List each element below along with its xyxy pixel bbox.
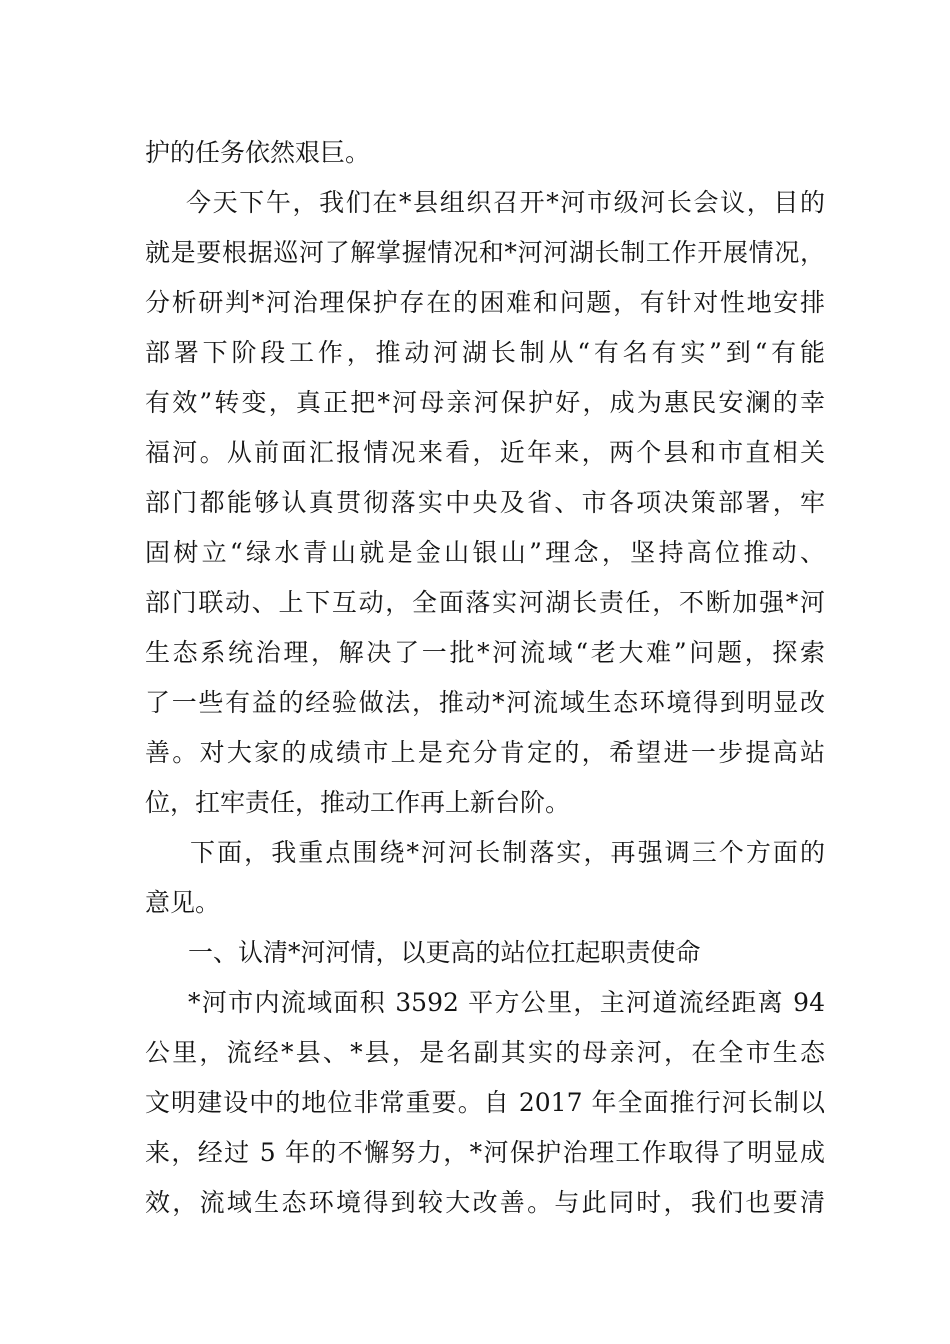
paragraph-start-line: *河市内流域面积 3592 平方公里，主河道流经距离 94 bbox=[188, 988, 825, 1017]
text-line: 护的任务依然艰巨。 bbox=[145, 138, 371, 167]
text-line: 有效”转变，真正把*河母亲河保护好，成为惠民安澜的幸 bbox=[145, 388, 825, 417]
paragraph-start-line: 下面，我重点围绕*河河长制落实，再强调三个方面的 bbox=[190, 838, 825, 867]
text-line: 部署下阶段工作，推动河湖长制从“有名有实”到“有能 bbox=[145, 338, 825, 367]
text-line: 来，经过 5 年的不懈努力，*河保护治理工作取得了明显成 bbox=[145, 1138, 825, 1167]
text-line: 公里，流经*县、*县，是名副其实的母亲河，在全市生态 bbox=[145, 1038, 825, 1067]
text-line: 善。对大家的成绩市上是充分肯定的，希望进一步提高站 bbox=[145, 738, 825, 767]
text-line: 福河。从前面汇报情况来看，近年来，两个县和市直相关 bbox=[145, 438, 825, 467]
text-line: 位，扛牢责任，推动工作再上新台阶。 bbox=[145, 788, 571, 817]
text-line: 固树立“绿水青山就是金山银山”理念，坚持高位推动、 bbox=[145, 538, 825, 567]
text-line: 了一些有益的经验做法，推动*河流域生态环境得到明显改 bbox=[145, 688, 825, 717]
text-line: 就是要根据巡河了解掌握情况和*河河湖长制工作开展情况， bbox=[145, 238, 825, 267]
text-line: 效，流域生态环境得到较大改善。与此同时，我们也要清 bbox=[145, 1188, 825, 1217]
section-heading: 一、认清*河河情，以更高的站位扛起职责使命 bbox=[188, 938, 701, 967]
text-line: 生态系统治理，解决了一批*河流域“老大难”问题，探索 bbox=[145, 638, 825, 667]
text-line: 部门联动、上下互动，全面落实河湖长责任，不断加强*河 bbox=[145, 588, 825, 617]
text-line: 文明建设中的地位非常重要。自 2017 年全面推行河长制以 bbox=[145, 1088, 825, 1117]
text-line: 意见。 bbox=[145, 888, 221, 917]
text-line: 分析研判*河治理保护存在的困难和问题，有针对性地安排 bbox=[145, 288, 825, 317]
paragraph-start-line: 今天下午，我们在*县组织召开*河市级河长会议，目的 bbox=[186, 188, 825, 217]
text-line: 部门都能够认真贯彻落实中央及省、市各项决策部署，牢 bbox=[145, 488, 825, 517]
